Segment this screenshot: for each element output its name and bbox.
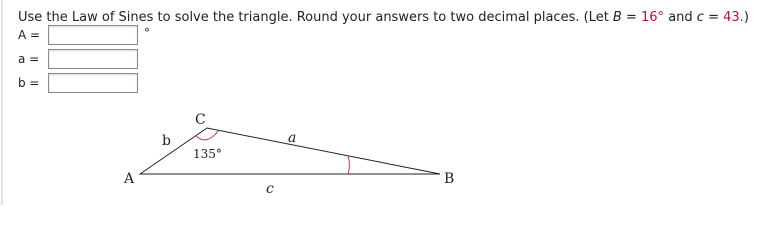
angle-B-arc (348, 156, 350, 174)
equals-sign: = (621, 10, 642, 25)
side-a-label: a (288, 130, 297, 146)
angle-C-arc (196, 130, 219, 140)
side-c-label: c (266, 181, 274, 197)
var-c: c (696, 10, 704, 25)
vertex-B-label: B (444, 171, 455, 187)
question-and: and (664, 10, 697, 25)
angle-C-label: 135° (193, 147, 222, 161)
question-close-paren: ) (743, 10, 749, 25)
answer-label-A: A = (18, 28, 41, 42)
vertex-C-label: C (195, 112, 206, 128)
var-B: B (612, 10, 622, 25)
value-B: 16° (641, 10, 665, 25)
answer-label-a: a = (18, 52, 40, 66)
degree-unit: ° (144, 26, 150, 40)
answer-label-b: b = (18, 76, 40, 90)
value-c: 43. (723, 10, 744, 25)
question-intro: Use the Law of Sines to solve the triangle. Round your answers to two decimal places. (Let (18, 10, 613, 25)
side-b-label: b (162, 133, 171, 149)
equals-sign: = (703, 10, 724, 25)
vertex-A-label: A (124, 171, 135, 187)
